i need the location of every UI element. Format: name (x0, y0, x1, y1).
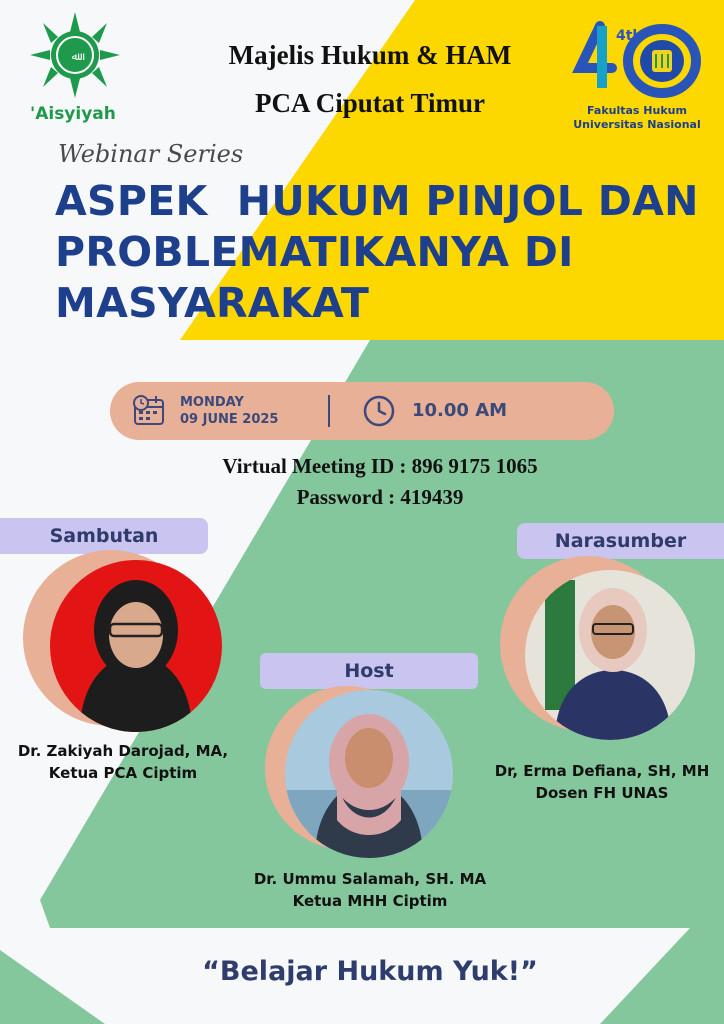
person-portrait-icon (525, 570, 695, 740)
speaker-name-sambutan (0, 740, 246, 784)
svg-text:ﷲ: ﷲ (71, 50, 79, 63)
meeting-password: Password : 419439 (296, 485, 464, 509)
speaker-photo-sambutan (50, 560, 222, 732)
clock-icon (362, 394, 396, 428)
event-day: MONDAY (180, 395, 244, 410)
calendar-icon (132, 394, 166, 428)
aisyiyah-logo (20, 10, 130, 130)
webinar-series-label: Webinar Series (58, 140, 244, 168)
speaker-name-host (230, 868, 510, 912)
speaker-role-sambutan-line2: Ketua PCA Ciptim (48, 764, 198, 782)
role-label-host: Host (260, 653, 478, 689)
tagline: “Belajar Hukum Yuk!” (202, 956, 538, 987)
partner-logo-mark: 4th (616, 28, 643, 44)
date-time-banner (110, 382, 614, 440)
speaker-name-sambutan-line1: Dr. Zakiyah Darojad, MA, (17, 742, 229, 760)
event-title-line1: ASPEK HUKUM PINJOL DAN (55, 177, 699, 225)
speaker-photo-narasumber (525, 570, 695, 740)
role-label-sambutan: Sambutan (0, 518, 208, 554)
event-time: 10.00 AM (412, 400, 508, 421)
organizer-title: Majelis Hukum & HAM (228, 40, 512, 70)
partner-logo (572, 16, 702, 134)
anniversary-logo-icon (572, 16, 702, 102)
speaker-name-narasumber (480, 760, 724, 804)
organizer-subtitle: PCA Ciputat Timur (254, 88, 486, 118)
speaker-name-narasumber-line1: Dr, Erma Defiana, SH, MH (494, 762, 710, 780)
person-portrait-icon (285, 690, 453, 858)
aisyiyah-logo-text: 'Aisyiyah (30, 104, 116, 124)
event-title-line3: MASYARAKAT (55, 279, 370, 327)
partner-logo-line2: Universitas Nasional (573, 118, 701, 131)
event-title (55, 176, 699, 329)
green-left-triangle (0, 950, 105, 1024)
sun-emblem-icon (20, 10, 130, 105)
speaker-role-host-line2: Ketua MHH Ciptim (292, 892, 448, 910)
event-date: 09 JUNE 2025 (180, 412, 279, 427)
partner-logo-line1: Fakultas Hukum (587, 104, 687, 117)
meeting-id: Virtual Meeting ID : 896 9175 1065 (222, 454, 538, 478)
divider (328, 395, 330, 427)
role-label-narasumber: Narasumber (517, 523, 724, 559)
person-portrait-icon (50, 560, 222, 732)
speaker-photo-host (285, 690, 453, 858)
speaker-name-host-line1: Dr. Ummu Salamah, SH. MA (253, 870, 487, 888)
speaker-role-narasumber-line2: Dosen FH UNAS (535, 784, 669, 802)
event-title-line2: PROBLEMATIKANYA DI (55, 228, 574, 276)
